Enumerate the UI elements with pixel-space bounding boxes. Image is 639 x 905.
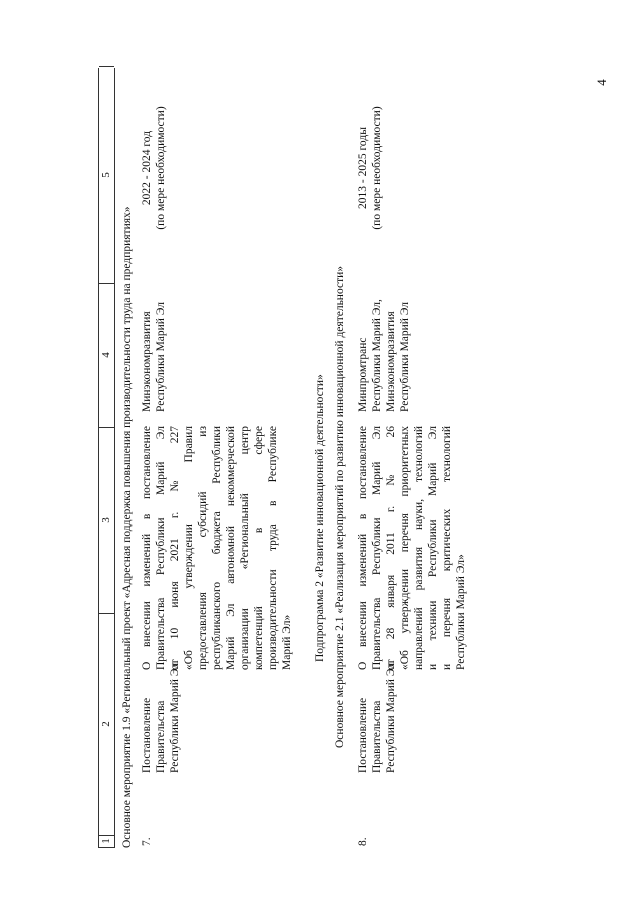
row-7-title-line: «Об утверждении Правил [183,426,195,670]
row-8-responsible-line: Республики Марий Эл [399,301,411,412]
row-8-deadline [356,88,384,248]
row-7-act-type-line: Республики Марий Эл [169,662,181,773]
column-number-5: 5 [99,66,114,284]
row-7-responsible-line: Республики Марий Эл [155,301,167,412]
row-8-title [356,426,468,670]
row-7-deadline-line: 2022 - 2024 год [141,130,153,206]
row-7-title-line: республиканского бюджета Республики [211,426,223,670]
row-7-act-type-line: Правительства [155,700,167,773]
row-8-title-line: и техники Республики Марий Эл [427,426,439,670]
column-number-3: 3 [99,427,114,614]
row-7-title-line: от 10 июня 2021 г. № 227 [169,426,181,670]
row-8-title-line: от 28 января 2011 г. № 26 [385,426,397,670]
column-number-2: 2 [99,613,114,836]
row-7-title-line: производительности труда в Республике [267,426,279,670]
row-7-title [140,426,294,670]
row-8-responsible [356,282,412,412]
row-7-title-line: Правительства Республики Марий Эл [155,426,167,670]
row-8-responsible-line: Минэкономразвития [385,311,397,412]
row-8-act-type-line: Правительства [371,700,383,773]
row-8-deadline-line: (по мере необходимости) [371,106,383,230]
row-7-act-type-line: Постановление [141,697,153,773]
row-7-title-line: Марий Эл автономной некоммерческой [225,426,237,670]
row-8-responsible-line: Минпромтранс [357,337,369,412]
row-8-act-type-line: Республики Марий Эл [385,662,397,773]
page-number: 4 [593,79,609,86]
row-8-title-line: О внесении изменений в постановление [357,426,369,670]
column-number-row [98,68,115,848]
section-activity-2-1: Основное мероприятие 2.1 «Реализация мероприятий по развитию инновационной деятельности» [334,265,346,748]
row-7-title-line: Марий Эл» [281,614,293,670]
row-8-title-line: и перечня критических технологий [441,426,453,670]
rotated-table [98,68,467,848]
row-8-title-line: направлений развития науки, технологий [413,426,425,670]
row-8-responsible-line: Республики Марий Эл, [371,299,383,412]
row-7-title-line: компетенций в сфере [253,426,265,670]
row-7-title-line: организации «Региональный центр [239,426,251,670]
section-subprogram-2: Подпрограмма 2 «Развитие инновационной деятельности» [314,374,326,662]
row-7-responsible-line: Минэкономразвития [141,311,153,412]
row-7-deadline-line: (по мере необходимости) [155,106,167,230]
column-number-4: 4 [99,283,114,428]
row-7-deadline [140,88,168,248]
row-8-deadline-line: 2013 - 2025 годы [357,127,369,209]
row-8-title-line: Республики Марий Эл» [455,554,467,670]
row-8-act-type-line: Постановление [357,697,369,773]
section-activity-1-9: Основное мероприятие 1.9 «Региональный проект «Адресная поддержка повышения производительности труда на предприятиях» [121,206,133,848]
row-7-title-line: предоставления субсидий из [197,426,209,670]
row-7-responsible [140,282,168,412]
row-7-title-line: О внесении изменений в постановление [141,426,153,670]
column-number-1: 1 [99,835,114,848]
row-8-title-line: «Об утверждении перечня приоритетных [399,426,411,670]
row-8-title-line: Правительства Республики Марий Эл [371,426,383,670]
row-7-number: 7. [141,837,153,846]
row-8-number: 8. [357,837,369,846]
